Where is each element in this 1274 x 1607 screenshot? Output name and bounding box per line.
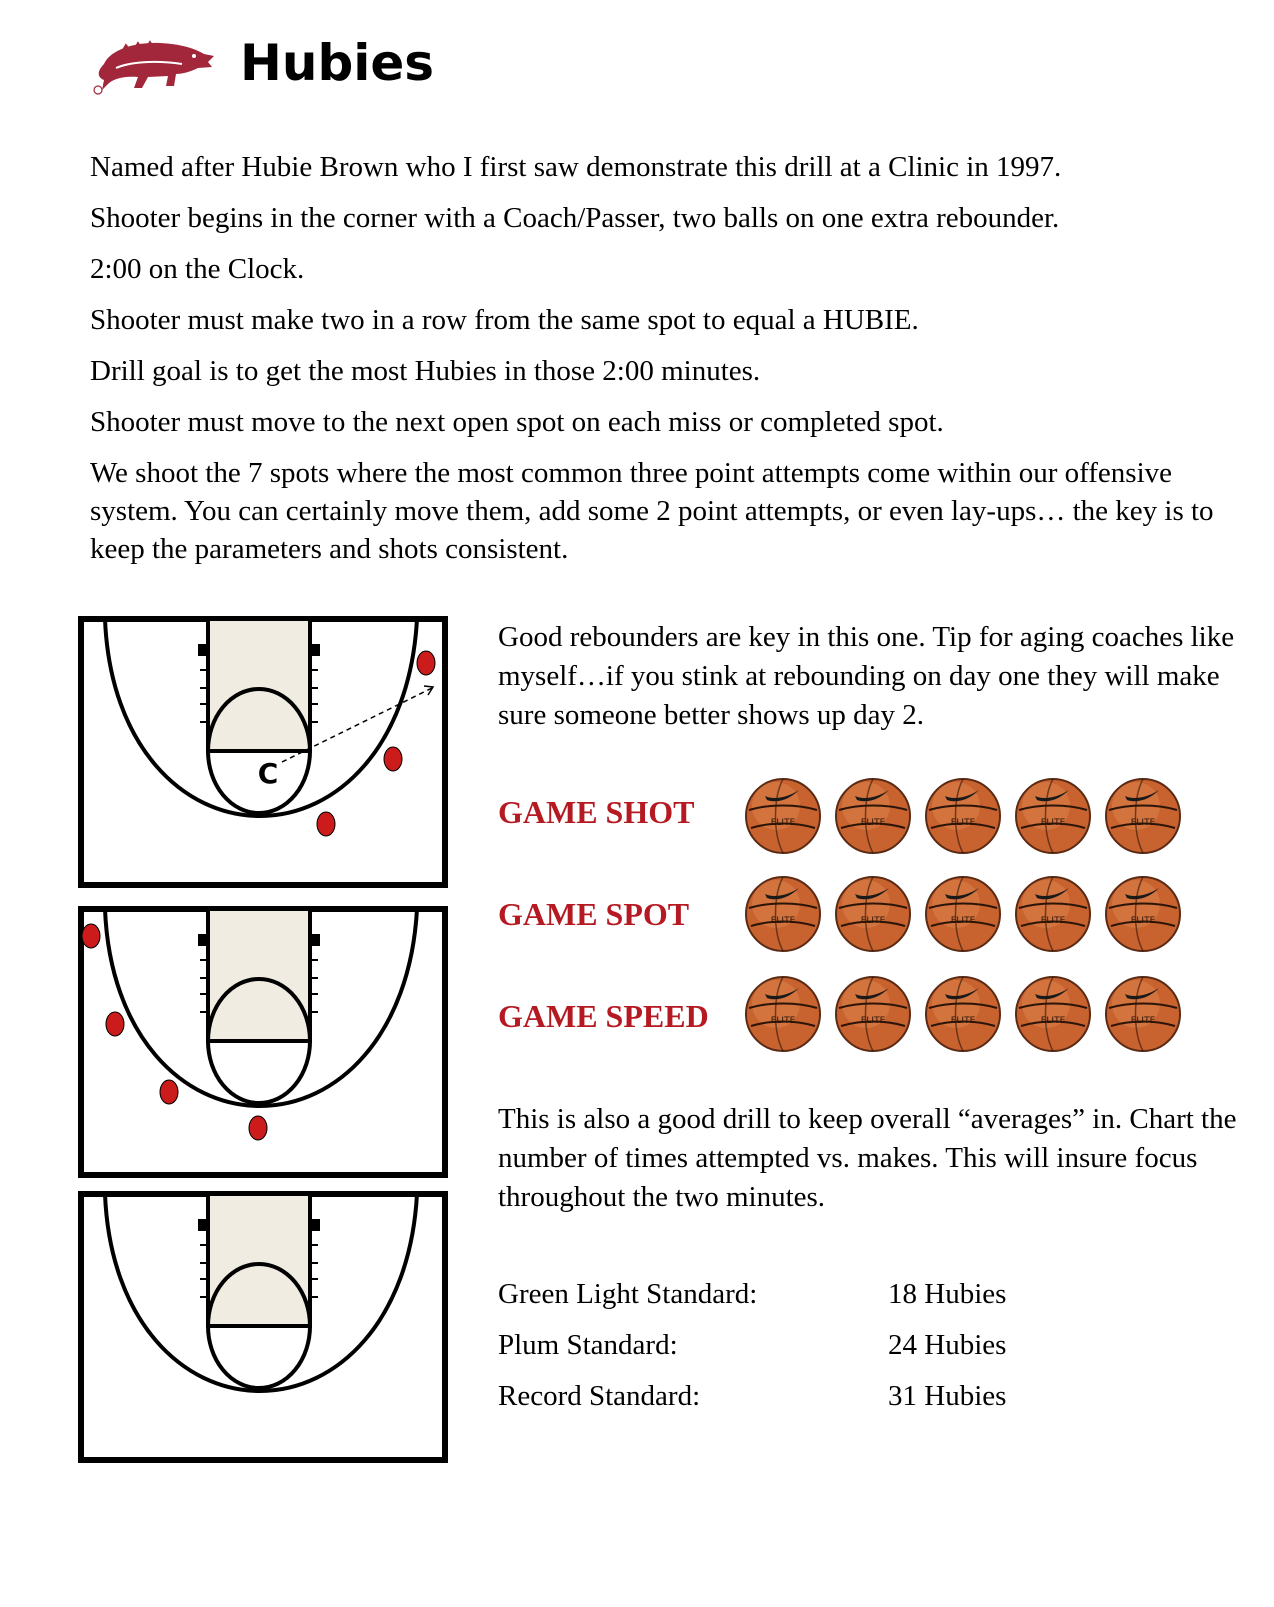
intro-paragraph: Named after Hubie Brown who I first saw demonstrate this drill at a Clinic in 1997. xyxy=(90,151,1062,183)
ball-brand-text: ELITE xyxy=(1040,818,1066,828)
ball-brand-text: ELITE xyxy=(1040,1016,1066,1026)
standard-label: Record Standard: xyxy=(498,1380,701,1412)
ball-brand-text: ELITE xyxy=(770,916,796,926)
rebound-tip-text: Good rebounders are key in this one. Tip for aging coaches like myself…if you stink at rebounding on day one they will make sure someone better shows up day 2. xyxy=(498,621,1235,731)
half-court-svg xyxy=(78,1191,448,1463)
ball-brand-text: ELITE xyxy=(950,916,976,926)
half-court-svg xyxy=(78,906,448,1178)
game-spot-label: GAME SPOT xyxy=(498,896,690,932)
basketball-icon xyxy=(1013,874,1093,954)
game-speed-label: GAME SPEED xyxy=(498,998,709,1034)
ball-brand-text: ELITE xyxy=(1130,1016,1156,1026)
standard-label: Plum Standard: xyxy=(498,1329,678,1361)
ball-brand-text: ELITE xyxy=(860,916,886,926)
intro-paragraph: Shooter must make two in a row from the same spot to equal a HUBIE. xyxy=(90,304,919,336)
ball-brand-text: ELITE xyxy=(950,1016,976,1026)
basketball-icon xyxy=(1103,776,1183,856)
basketball-icon xyxy=(923,874,1003,954)
half-court-svg xyxy=(78,616,448,888)
standard-row xyxy=(498,1329,1198,1369)
ball-brand-text: ELITE xyxy=(770,818,796,828)
basketball-icon xyxy=(833,874,913,954)
page-title: Hubies xyxy=(240,34,435,92)
basketball-icon xyxy=(743,776,823,856)
basketball-icon xyxy=(923,776,1003,856)
coach-marker: C xyxy=(257,757,279,790)
ball-brand-text: ELITE xyxy=(1130,818,1156,828)
court-diagram-3 xyxy=(78,1191,448,1463)
intro-paragraph: Shooter begins in the corner with a Coach/Passer, two balls on one extra rebounder. xyxy=(90,202,1060,234)
standard-row xyxy=(498,1380,1198,1420)
standard-row xyxy=(498,1278,1198,1318)
game-shot-label: GAME SHOT xyxy=(498,794,695,830)
standard-label: Green Light Standard: xyxy=(498,1278,758,1310)
ball-brand-text: ELITE xyxy=(1040,916,1066,926)
standard-value: 24 Hubies xyxy=(888,1329,1007,1361)
basketball-icon xyxy=(1103,874,1183,954)
basketball-icon xyxy=(833,776,913,856)
standard-value: 18 Hubies xyxy=(888,1278,1007,1310)
court-diagram-2 xyxy=(78,906,448,1178)
basketball-icon xyxy=(833,974,913,1054)
razorback-logo-icon xyxy=(90,34,222,96)
basketball-icon xyxy=(743,874,823,954)
intro-paragraph: Drill goal is to get the most Hubies in those 2:00 minutes. xyxy=(90,355,761,387)
ball-brand-text: ELITE xyxy=(770,1016,796,1026)
intro-text xyxy=(90,148,1240,581)
intro-paragraph: We shoot the 7 spots where the most common three point attempts come within our offensive system. You can certainly move them, add some 2 point attempts, or even lay-ups… the key is to keep the parameters and shots consistent. xyxy=(90,457,1214,565)
intro-paragraph: 2:00 on the Clock. xyxy=(90,253,305,285)
court-diagram-1 xyxy=(78,616,448,888)
standard-value: 31 Hubies xyxy=(888,1380,1007,1412)
ball-brand-text: ELITE xyxy=(950,818,976,828)
averages-note-text: This is also a good drill to keep overall “averages” in. Chart the number of times attempted vs. makes. This will insure focus throughout the two minutes. xyxy=(498,1103,1237,1213)
intro-paragraph: Shooter must move to the next open spot on each miss or completed spot. xyxy=(90,406,944,438)
ball-brand-text: ELITE xyxy=(860,818,886,828)
basketball-icon xyxy=(1013,974,1093,1054)
basketball-icon xyxy=(743,974,823,1054)
ball-brand-text: ELITE xyxy=(860,1016,886,1026)
basketball-icon xyxy=(1013,776,1093,856)
basketball-icon xyxy=(1103,974,1183,1054)
basketball-icon xyxy=(923,974,1003,1054)
ball-brand-text: ELITE xyxy=(1130,916,1156,926)
